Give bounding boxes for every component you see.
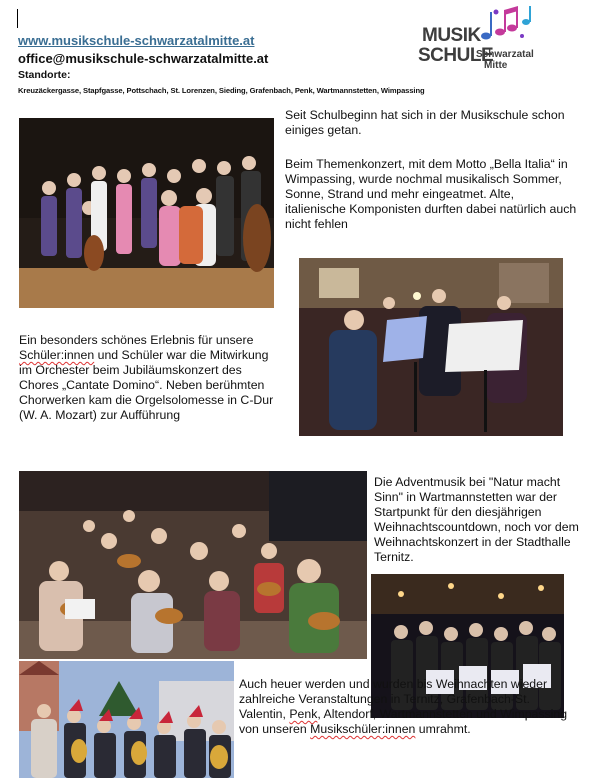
outro-paragraph: [239, 677, 569, 737]
orchestra-text-part2: und Schüler war die Mitwirkung im Orchester beim Jubiläumskonzert des Chores „Cantate Domino“. Neben berühmten Chorwerken kam die Orgelsolomesse in C-Dur (W. A. Mozart) zur Aufführung: [19, 348, 274, 422]
concert-paragraph: Beim Themenkonzert, mit dem Motto „Bella Italia“ in Wimpassing, wurde nochmal musikalisch Sommer, Sonne, Strand und mehr eingeatmet. Alte, italienische Komponisten durften dabei natürlich auch nicht fehlen: [285, 157, 577, 231]
photo-group-stage: [19, 118, 274, 308]
orchestra-text-part1: Ein besonders schönes Erlebnis für unsere: [19, 333, 254, 347]
music-notes-icon: [478, 6, 538, 42]
photo-christmas-brass: [19, 661, 234, 778]
website-link[interactable]: www.musikschule-schwarzatalmitte.at: [18, 33, 255, 48]
logo-sub-schwarzatal: Schwarzatal: [476, 49, 534, 60]
locations-label: Standorte:: [18, 69, 71, 81]
outro-text-part3: umrahmt.: [415, 722, 471, 736]
logo-word-musik: MUSIK: [422, 25, 481, 46]
intro-paragraph: Seit Schulbeginn hat sich in der Musikschule schon einiges getan.: [285, 108, 565, 137]
photo-orchestra-church: [299, 258, 563, 436]
advent-paragraph: Die Adventmusik bei "Natur macht Sinn" in Wartmannstetten war der Startpunkt für den diesjährigen Weihnachtscountdown, noch vor dem Weihnachtskonzert in der Stadthalle Ternitz.: [374, 475, 579, 564]
school-logo: [418, 6, 538, 72]
locations-list: Kreuzäckergasse, Stapfgasse, Pottschach, St. Lorenzen, Sieding, Grafenbach, Penk, Wartmannstetten, Wimpassing: [18, 86, 425, 95]
outro-text-penk: Penk: [289, 707, 318, 721]
text-cursor: [17, 9, 18, 28]
photo-guitar-ensemble: [19, 471, 367, 659]
email-address[interactable]: office@musikschule-schwarzatalmitte.at: [18, 51, 269, 66]
outro-text-part1: Auch heuer werden und wurden bis Weihnachten wieder zahlreiche Veranstaltungen in Ternitz, Grafenbach-St. Valentin,: [239, 677, 548, 721]
outro-text-students: Musikschüler:innen: [310, 722, 416, 736]
logo-sub-mitte: Mitte: [484, 60, 508, 71]
orchestra-text-students: Schüler:innen: [19, 348, 95, 362]
outro-text-part2: , Altendorf, Wartmannstetten und Wimpassing von unseren: [239, 707, 568, 736]
orchestra-paragraph: [19, 333, 284, 423]
logo-word-schule: SCHULE: [418, 45, 494, 66]
